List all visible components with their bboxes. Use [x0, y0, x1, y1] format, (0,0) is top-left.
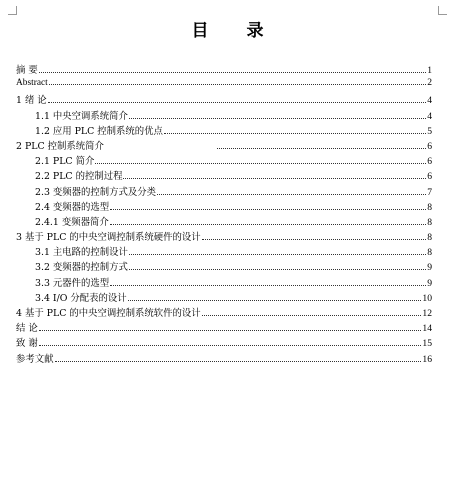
toc-entry[interactable]: 致 谢 15	[16, 338, 432, 350]
dot-leader	[129, 269, 426, 270]
toc-entry[interactable]: 2.1 PLC 简介 6	[35, 156, 432, 168]
toc-entry[interactable]: 2.3 变频器的控制方式及分类 7	[35, 186, 432, 198]
toc-entry[interactable]: 摘 要 1	[16, 65, 432, 76]
dot-leader	[202, 315, 422, 316]
dot-leader	[110, 224, 426, 225]
dot-leader	[55, 361, 422, 362]
table-of-contents	[16, 62, 432, 366]
dot-leader	[49, 84, 426, 85]
dot-leader	[95, 163, 426, 164]
dot-leader	[48, 102, 427, 103]
dot-leader	[157, 194, 426, 195]
dot-leader	[164, 133, 426, 134]
toc-entry[interactable]: 3.1 主电路的控制设计 8	[35, 247, 432, 259]
toc-entry[interactable]: 2 PLC 控制系统简介 6	[16, 140, 432, 152]
toc-entry[interactable]: 1.1 中央空调系统简介 4	[35, 110, 432, 122]
toc-entry[interactable]: 1 绪 论 4	[16, 95, 432, 107]
dot-leader	[110, 209, 426, 210]
dot-leader	[202, 239, 427, 240]
toc-entry[interactable]: 2.2 PLC 的控制过程 6	[35, 171, 432, 183]
dot-leader	[129, 118, 426, 119]
toc-entry[interactable]: 结 论 14	[16, 323, 432, 335]
dot-leader	[217, 148, 426, 149]
toc-entry[interactable]: 3 基于 PLC 的中央空调控制系统硬件的设计 8	[16, 232, 432, 244]
dot-leader	[110, 285, 426, 286]
dot-leader	[39, 72, 426, 73]
toc-entry[interactable]: 2.4 变频器的选型 8	[35, 201, 432, 213]
toc-entry[interactable]: 1.2 应用 PLC 控制系统的优点 5	[35, 125, 432, 137]
toc-entry[interactable]: 3.3 元器件的选型 9	[35, 277, 432, 289]
dot-leader	[128, 300, 422, 301]
corner-crop-mark	[438, 6, 447, 15]
dot-leader	[39, 330, 422, 331]
dot-leader	[123, 178, 426, 179]
dot-leader	[39, 345, 422, 346]
toc-entry[interactable]: 4 基于 PLC 的中央空调控制系统软件的设计 12	[16, 308, 432, 319]
toc-entry[interactable]: 参考文献 16	[16, 353, 432, 365]
toc-entry[interactable]: 3.4 I/O 分配表的设计 10	[35, 292, 432, 304]
dot-leader	[129, 254, 426, 255]
toc-entry[interactable]: 2.4.1 变频器简介 8	[35, 216, 432, 228]
toc-entry[interactable]: 3.2 变频器的控制方式 9	[35, 262, 432, 274]
toc-entry[interactable]: Abstract 2	[16, 77, 432, 89]
toc-title: 目 录	[191, 21, 280, 41]
corner-crop-mark	[8, 6, 17, 15]
